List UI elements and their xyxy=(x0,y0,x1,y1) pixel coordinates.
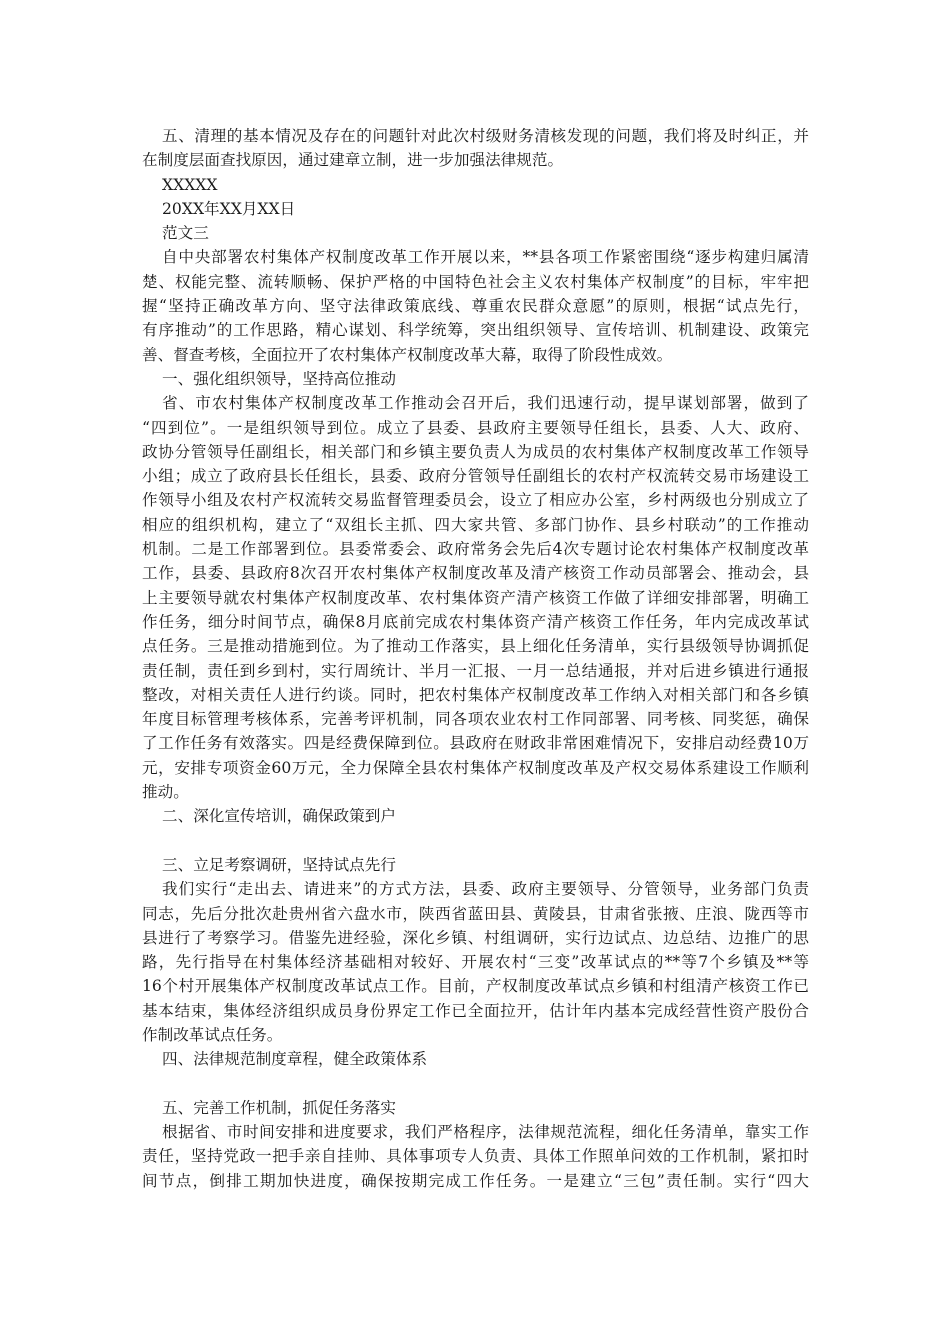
text-line: 路，先行指导在村集体经济基础相对较好、开展农村“三变”改革试点的**等7个乡镇及**等 xyxy=(142,953,809,972)
text-line: 同志，先后分批次赴贵州省六盘水市，陕西省蓝田县、黄陵县，甘肃省张掖、庄浪、陇西等市 xyxy=(142,904,809,923)
text-line: 间节点，倒排工期加快进度，确保按期完成工作任务。一是建立“三包”责任制。实行“四大 xyxy=(142,1171,809,1190)
text-line: 我们实行“走出去、请进来”的方式方法，县委、政府主要领导、分管领导，业务部门负责 xyxy=(162,880,809,899)
text-line: 责任，坚持党政一把手亲自挂帅、具体事项专人负责、具体工作照单问效的工作机制，紧扣时 xyxy=(142,1147,809,1166)
text-line: 小组；成立了政府县长任组长，县委、政府分管领导任副组长的农村产权流转交易市场建设工 xyxy=(142,467,809,486)
blank-line xyxy=(142,1072,809,1096)
text-line: 工作，县委、县政府8次召开农村集体产权制度改革及清产核资工作动员部署会、推动会，县 xyxy=(142,564,809,583)
text-line: 楚、权能完整、流转顺畅、保护严格的中国特色社会主义农村集体产权制度”的目标，牢牢把 xyxy=(142,272,809,291)
text-line: 在制度层面查找原因，通过建章立制，进一步加强法律规范。 xyxy=(142,151,564,170)
blank-line xyxy=(142,829,809,853)
text-line: 整改，对相关责任人进行约谈。同时，把农村集体产权制度改革工作纳入对相关部门和各乡镇 xyxy=(142,685,809,704)
text-line: 善、督查考核，全面拉开了农村集体产权制度改革大幕，取得了阶段性成效。 xyxy=(142,345,673,364)
text-line: 五、完善工作机制，抓促任务落实 xyxy=(162,1098,396,1117)
text-line: 有序推动”的工作思路，精心谋划、科学统筹，突出组织领导、宣传培训、机制建设、政策完 xyxy=(142,321,809,340)
text-line: 自中央部署农村集体产权制度改革工作开展以来，**县各项工作紧密围绕“逐步构建归属清 xyxy=(162,248,809,267)
text-line: 点任务。三是推动措施到位。为了推动工作落实，县上细化任务清单，实行县级领导协调抓促 xyxy=(142,637,809,656)
text-line: 推动。 xyxy=(142,783,189,802)
text-line: 政协分管领导任副组长，相关部门和乡镇主要负责人为成员的农村集体产权制度改革工作领导 xyxy=(142,442,809,461)
text-line: 了工作任务有效落实。四是经费保障到位。县政府在财政非常困难情况下，安排启动经费10万 xyxy=(142,734,809,753)
text-line: 元，安排专项资金60万元，全力保障全县农村集体产权制度改革及产权交易体系建设工作顺利 xyxy=(142,758,809,777)
document-body xyxy=(142,124,809,1193)
text-line: 基本结束，集体经济组织成员身份界定工作已全面拉开，估计年内基本完成经营性资产股份合 xyxy=(142,1001,809,1020)
text-line: 责任制，责任到乡到村，实行周统计、半月一汇报、一月一总结通报，并对后进乡镇进行通报 xyxy=(142,661,809,680)
text-line: “四到位”。一是组织领导到位。成立了县委、县政府主要领导任组长，县委、人大、政府、 xyxy=(142,418,809,437)
text-line: 作制改革试点任务。 xyxy=(142,1025,283,1044)
text-line: 作任务，细分时间节点，确保8月底前完成农村集体资产清产核资工作任务，年内完成改革试 xyxy=(142,612,809,631)
text-line: 20XX年XX月XX日 xyxy=(162,199,296,218)
text-line: 一、强化组织领导，坚持高位推动 xyxy=(162,369,396,388)
text-line: 省、市农村集体产权制度改革工作推动会召开后，我们迅速行动，提早谋划部署，做到了 xyxy=(162,394,809,413)
text-line: 范文三 xyxy=(162,224,209,243)
text-line: 四、法律规范制度章程，健全政策体系 xyxy=(162,1050,428,1069)
text-line: XXXXX xyxy=(162,175,218,194)
text-line: 机制。二是工作部署到位。县委常委会、政府常务会先后4次专题讨论农村集体产权制度改革 xyxy=(142,540,809,559)
text-line: 五、清理的基本情况及存在的问题针对此次村级财务清核发现的问题，我们将及时纠正，并 xyxy=(162,127,809,145)
text-line: 相应的组织机构，建立了“双组长主抓、四大家共管、多部门协作、县乡村联动”的工作推动 xyxy=(142,515,809,534)
text-line: 三、立足考察调研，坚持试点先行 xyxy=(162,855,396,874)
text-line: 年度目标管理考核体系，完善考评机制，同各项农业农村工作同部署、同考核、同奖惩，确保 xyxy=(142,710,809,729)
text-line: 握“坚持正确改革方向、坚守法律政策底线、尊重农民群众意愿”的原则，根据“试点先行， xyxy=(142,297,809,316)
text-line: 县进行了考察学习。借鉴先进经验，深化乡镇、村组调研，实行边试点、边总结、边推广的思 xyxy=(142,928,809,947)
text-line: 上主要领导就农村集体产权制度改革、农村集体资产清产核资工作做了详细安排部署，明确工 xyxy=(142,588,809,607)
text-line: 作领导小组及农村产权流转交易监督管理委员会，设立了相应办公室，乡村两级也分别成立了 xyxy=(142,491,809,510)
text-line: 根据省、市时间安排和进度要求，我们严格程序，法律规范流程，细化任务清单，靠实工作 xyxy=(162,1123,809,1142)
text-line: 二、深化宣传培训，确保政策到户 xyxy=(162,807,396,826)
text-line: 16个村开展集体产权制度改革试点工作。目前，产权制度改革试点乡镇和村组清产核资工作已 xyxy=(142,977,809,996)
